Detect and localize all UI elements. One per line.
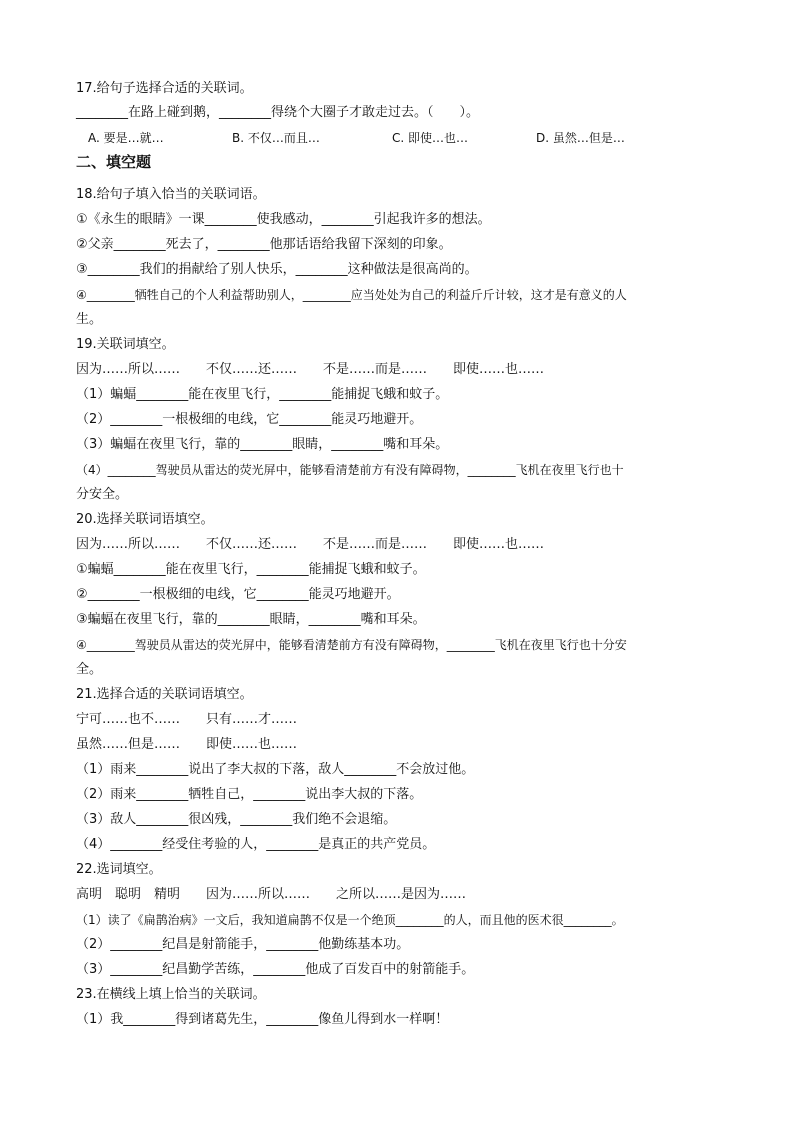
q19-title: 19.关联词填空。 [76,337,175,352]
q20-line-3: ③蝙蝠在夜里飞行，靠的________眼睛，________嘴和耳朵。 [76,612,426,627]
q18-line-2: ②父亲________死去了，________他那话语给我留下深刻的印象。 [76,237,452,252]
q23-title: 23.在横线上填上恰当的关联词。 [76,987,266,1002]
q21-line-4: （4）________经受住考验的人，________是真正的共产党员。 [76,837,436,852]
q20-line-4-cont: 全。 [76,662,103,677]
q18-line-4-cont: 生。 [76,312,103,327]
q22-line-1: （1）读了《扁鹊治病》一文后，我知道扁鹊不仅是一个绝顶________的人，而且他的医术很________。 [76,913,624,927]
q18-title: 18.给句子填入恰当的关联词语。 [76,187,266,202]
q22-line-3: （3）________纪昌勤学苦练，________他成了百发百中的射箭能手。 [76,962,475,977]
q21-line-2: （2）雨来________牺牲自己，________说出李大叔的下落。 [76,787,423,802]
q22-line-2: （2）________纪昌是射箭能手，________他勤练基本功。 [76,937,410,952]
q17-sentence: ________在路上碰到鹅，________得绕个大圈子才敢走过去。（ ）。 [76,105,480,120]
q19-line-3: （3）蝙蝠在夜里飞行，靠的________眼睛，________嘴和耳朵。 [76,437,449,452]
q17-option-b: B. 不仅…而且… [232,131,320,145]
q20-title: 20.选择关联词语填空。 [76,512,214,527]
q17-title: 17.给句子选择合适的关联词。 [76,81,253,96]
q18-line-1: ①《永生的眼睛》一课________使我感动，________引起我许多的想法。 [76,212,491,227]
q21-line-3: （3）敌人________很凶残，________我们绝不会退缩。 [76,812,397,827]
q17-option-c: C. 即使…也… [392,131,469,145]
q20-line-1: ①蝙蝠________能在夜里飞行，________能捕捉飞蛾和蚊子。 [76,562,426,577]
q21-title: 21.选择合适的关联词语填空。 [76,687,253,702]
q19-line-2: （2）________一根极细的电线，它________能灵巧地避开。 [76,412,423,427]
q19-line-1: （1）蝙蝠________能在夜里飞行，________能捕捉飞蛾和蚊子。 [76,387,449,402]
q19-line-4: （4）________驾驶员从雷达的荧光屏中，能够看清楚前方有没有障碍物，________飞机在夜里飞行也十 [76,463,624,477]
q21-choices-1: 宁可……也不…… 只有……才…… [76,712,298,727]
q23-line-1: （1）我________得到诸葛先生，________像鱼儿得到水一样啊！ [76,1012,449,1027]
q22-choices: 高明 聪明 精明 因为……所以…… 之所以……是因为…… [76,887,467,902]
q20-line-2: ②________一根极细的电线，它________能灵巧地避开。 [76,587,400,602]
q18-line-3: ③________我们的捐献给了别人快乐，________这种做法是很高尚的。 [76,262,478,277]
q17-option-d: D. 虽然…但是… [536,131,625,145]
q18-line-4: ④________牺牲自己的个人利益帮助别人，________应当处处为自己的利益斤斤计较，这才是有意义的人 [76,288,627,302]
q17-option-a: A. 要是…就… [88,131,164,145]
q22-title: 22.选词填空。 [76,862,162,877]
q21-choices-2: 虽然……但是…… 即使……也…… [76,737,298,752]
q21-line-1: （1）雨来________说出了李大叔的下落，敌人________不会放过他。 [76,762,475,777]
q19-line-4-cont: 分安全。 [76,487,129,502]
q20-choices: 因为……所以…… 不仅……还…… 不是……而是…… 即使……也…… [76,537,545,552]
q20-line-4: ④________驾驶员从雷达的荧光屏中，能够看清楚前方有没有障碍物，________飞机在夜里飞行也十分安 [76,638,627,652]
section-heading-fill-in: 二、填空题 [76,153,152,171]
q19-choices: 因为……所以…… 不仅……还…… 不是……而是…… 即使……也…… [76,362,545,377]
